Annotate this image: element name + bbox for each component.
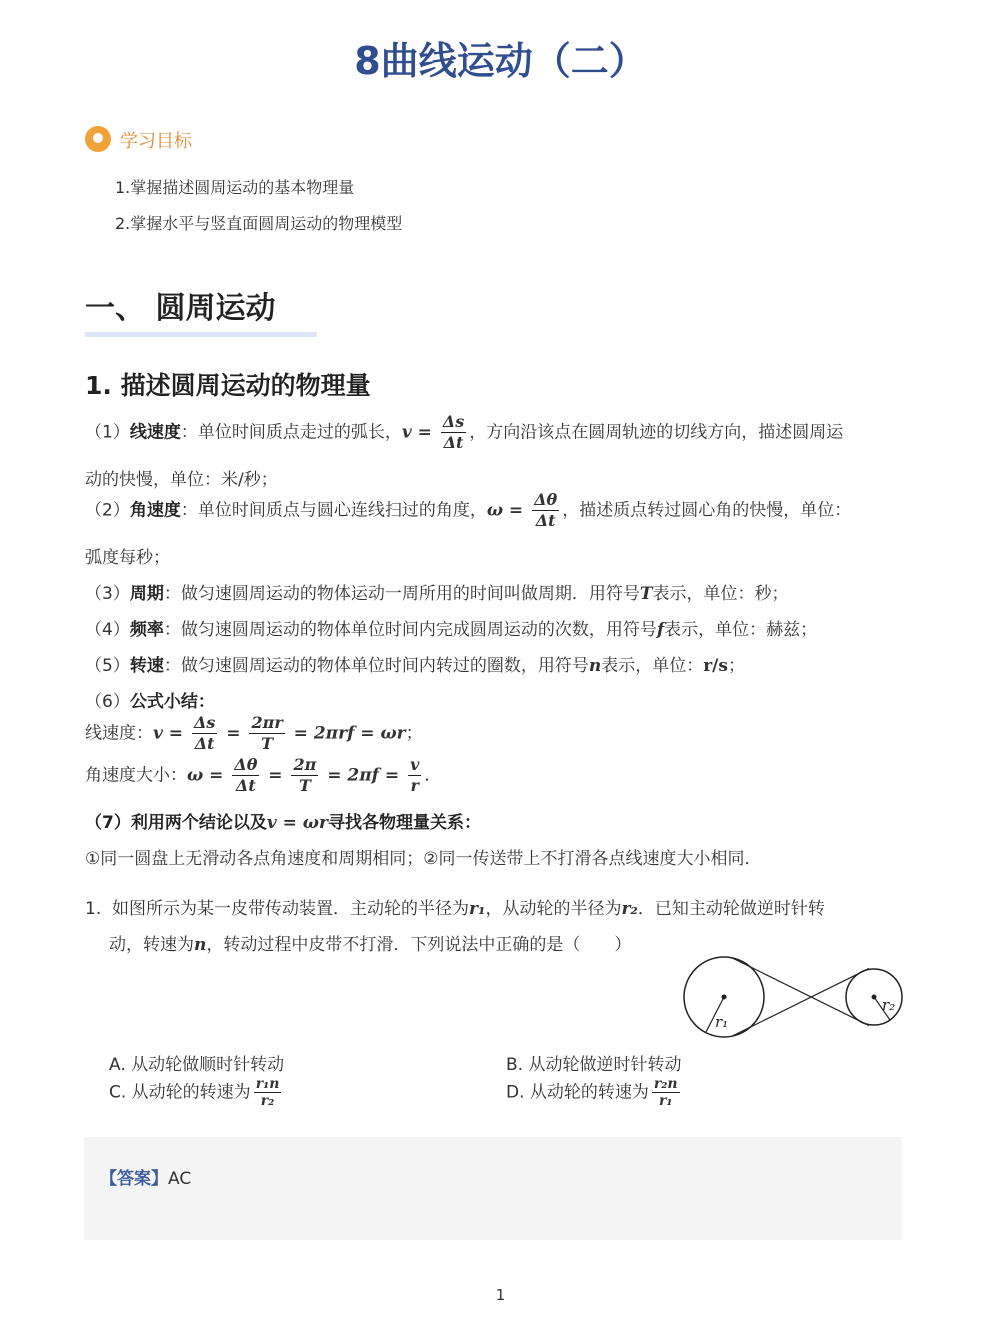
item-text: ：单位时间质点与圆心连线扫过的角度， (180, 500, 487, 521)
item-rotation-speed (85, 651, 745, 676)
fraction (532, 490, 559, 531)
numerator: r₂n (653, 1076, 678, 1092)
option-d (506, 1076, 683, 1109)
item-text: ：做匀速圆周运动的物体单位时间内转过的圈数，用符号 (163, 656, 589, 676)
item-text: ，描述质点转过圆心角的快慢，单位： (562, 500, 852, 521)
question-number: 1. (85, 899, 102, 919)
belt-drive-figure (676, 952, 906, 1044)
formula: v = (401, 422, 438, 443)
goals-label: 学习目标 (120, 131, 192, 152)
fraction (254, 1076, 282, 1109)
question-text: 如图所示为某一皮带传动装置．主动轮的半径为 (112, 899, 470, 919)
punctuation: ． (424, 765, 442, 786)
item-relations (85, 808, 481, 833)
formula-angular (85, 755, 441, 796)
item-frequency (85, 615, 817, 640)
numerator: Δθ (534, 490, 558, 509)
symbol: f (656, 620, 665, 640)
item-number: （2） (85, 500, 130, 521)
formula-linear (85, 713, 423, 754)
answer-value: AC (168, 1169, 192, 1189)
section-title: 一、 圆周运动 (85, 291, 276, 326)
symbol: n (588, 656, 602, 676)
numerator: Δs (442, 412, 465, 431)
numerator: r₁n (255, 1076, 280, 1092)
option-b: B. 从动轮做逆时针转动 (506, 1055, 682, 1075)
formula-label: 线速度： (85, 723, 153, 744)
denominator: r (410, 776, 419, 795)
question-line-2 (109, 930, 631, 955)
fraction (441, 412, 466, 453)
item-angular-velocity (85, 490, 851, 531)
question-text: ，转动过程中皮带不打滑．下列说法中正确的是（ ） (206, 935, 632, 955)
formula: ω = (486, 500, 530, 521)
denominator: Δt (235, 776, 256, 795)
symbol: r₂ (621, 899, 638, 919)
question-text: 动，转速为 (109, 935, 194, 955)
formula: = 2πrf = ωr (287, 723, 406, 744)
punctuation: ； (405, 723, 423, 744)
fraction (291, 755, 318, 796)
item-term: 公式小结： (129, 692, 215, 712)
fraction (232, 755, 259, 796)
item-number: （3） (85, 584, 130, 604)
item-number: （1） (85, 422, 130, 443)
item-text: ：单位时间质点走过的弧长， (180, 422, 402, 443)
subsection-title: 1. 描述圆周运动的物理量 (85, 371, 371, 400)
item-term: 转速 (129, 656, 164, 676)
denominator: Δt (194, 734, 215, 753)
numerator: Δs (193, 713, 216, 732)
item-text-continued: 弧度每秒； (85, 548, 170, 568)
fraction (652, 1076, 680, 1109)
goal-item-1: 1.掌握描述圆周运动的基本物理量 (115, 178, 355, 197)
answer-box (84, 1137, 902, 1240)
numerator: 2πr (251, 713, 283, 732)
page-number: 1 (495, 1286, 506, 1304)
item-linear-velocity (85, 412, 843, 453)
item-text: 表示，单位： (601, 656, 704, 676)
item-text: ，方向沿该点在圆周轨迹的切线方向，描述圆周运 (469, 422, 844, 443)
item-text: 表示，单位：赫兹； (664, 620, 818, 640)
item-text: ：做匀速圆周运动的物体运动一周所用的时间叫做周期．用符号 (163, 584, 640, 604)
denominator: r₁ (658, 1093, 673, 1109)
item-text: 表示，单位：秒； (652, 584, 789, 604)
item-number: （5） (85, 656, 130, 676)
question-text: ．已知主动轮做逆时针转 (637, 899, 825, 919)
formula: v = (153, 723, 189, 744)
denominator: Δt (443, 433, 464, 452)
item-term: 周期 (129, 584, 164, 604)
item-number: （4） (85, 620, 130, 640)
relations-text: ①同一圆盘上无滑动各点角速度和周期相同；②同一传送带上不打滑各点线速度大小相同． (85, 849, 762, 869)
page-title: 8曲线运动（二） (354, 39, 647, 83)
denominator: Δt (535, 511, 556, 530)
denominator: r₂ (260, 1093, 275, 1109)
belt-cross-1 (732, 958, 869, 1026)
item-text: ：做匀速圆周运动的物体单位时间内完成圆周运动的次数，用符号 (163, 620, 657, 640)
formula: v = ωr (266, 813, 328, 833)
belt-cross-2 (732, 968, 869, 1036)
formula: ω = (187, 765, 230, 786)
symbol: T (639, 584, 653, 604)
option-text: D. 从动轮的转速为 (506, 1082, 649, 1103)
item-formula-summary (85, 687, 215, 712)
fraction (408, 755, 421, 796)
item-text: ； (727, 656, 745, 676)
symbol: r₁ (469, 899, 486, 919)
label-r1: r₁ (715, 1013, 729, 1031)
goal-item-2: 2.掌握水平与竖直面圆周运动的物理模型 (115, 214, 403, 233)
item-term: 寻找各物理量关系： (327, 813, 481, 833)
item-text-continued: 动的快慢，单位：米/秒； (85, 470, 278, 490)
item-term: 利用两个结论以及 (130, 813, 267, 833)
denominator: T (261, 734, 274, 753)
question-text: ，从动轮的半径为 (485, 899, 622, 919)
symbol: n (194, 935, 207, 955)
item-number: （7） (85, 813, 131, 833)
formula: = (220, 723, 247, 744)
formula: = 2πf = (321, 765, 406, 786)
unit: r/s (703, 656, 728, 676)
question-line-1 (85, 894, 825, 919)
answer (100, 1164, 191, 1189)
item-term: 线速度 (129, 422, 181, 443)
answer-tag: 【答案】 (100, 1169, 168, 1189)
option-a: A. 从动轮做顺时针转动 (109, 1055, 285, 1075)
label-r2: r₂ (882, 996, 896, 1014)
numerator: v (410, 755, 420, 774)
numerator: Δθ (234, 755, 258, 774)
formula: = (262, 765, 289, 786)
section-underline (85, 332, 317, 337)
numerator: 2π (293, 755, 317, 774)
fraction (249, 713, 284, 754)
item-term: 频率 (129, 620, 164, 640)
formula-label: 角速度大小： (85, 765, 187, 786)
fraction (192, 713, 217, 754)
option-c (109, 1076, 284, 1109)
item-period (85, 579, 788, 604)
lightbulb-icon (85, 126, 111, 152)
option-text: C. 从动轮的转速为 (109, 1082, 251, 1103)
item-number: （6） (85, 692, 130, 712)
item-term: 角速度 (129, 500, 181, 521)
denominator: T (298, 776, 311, 795)
